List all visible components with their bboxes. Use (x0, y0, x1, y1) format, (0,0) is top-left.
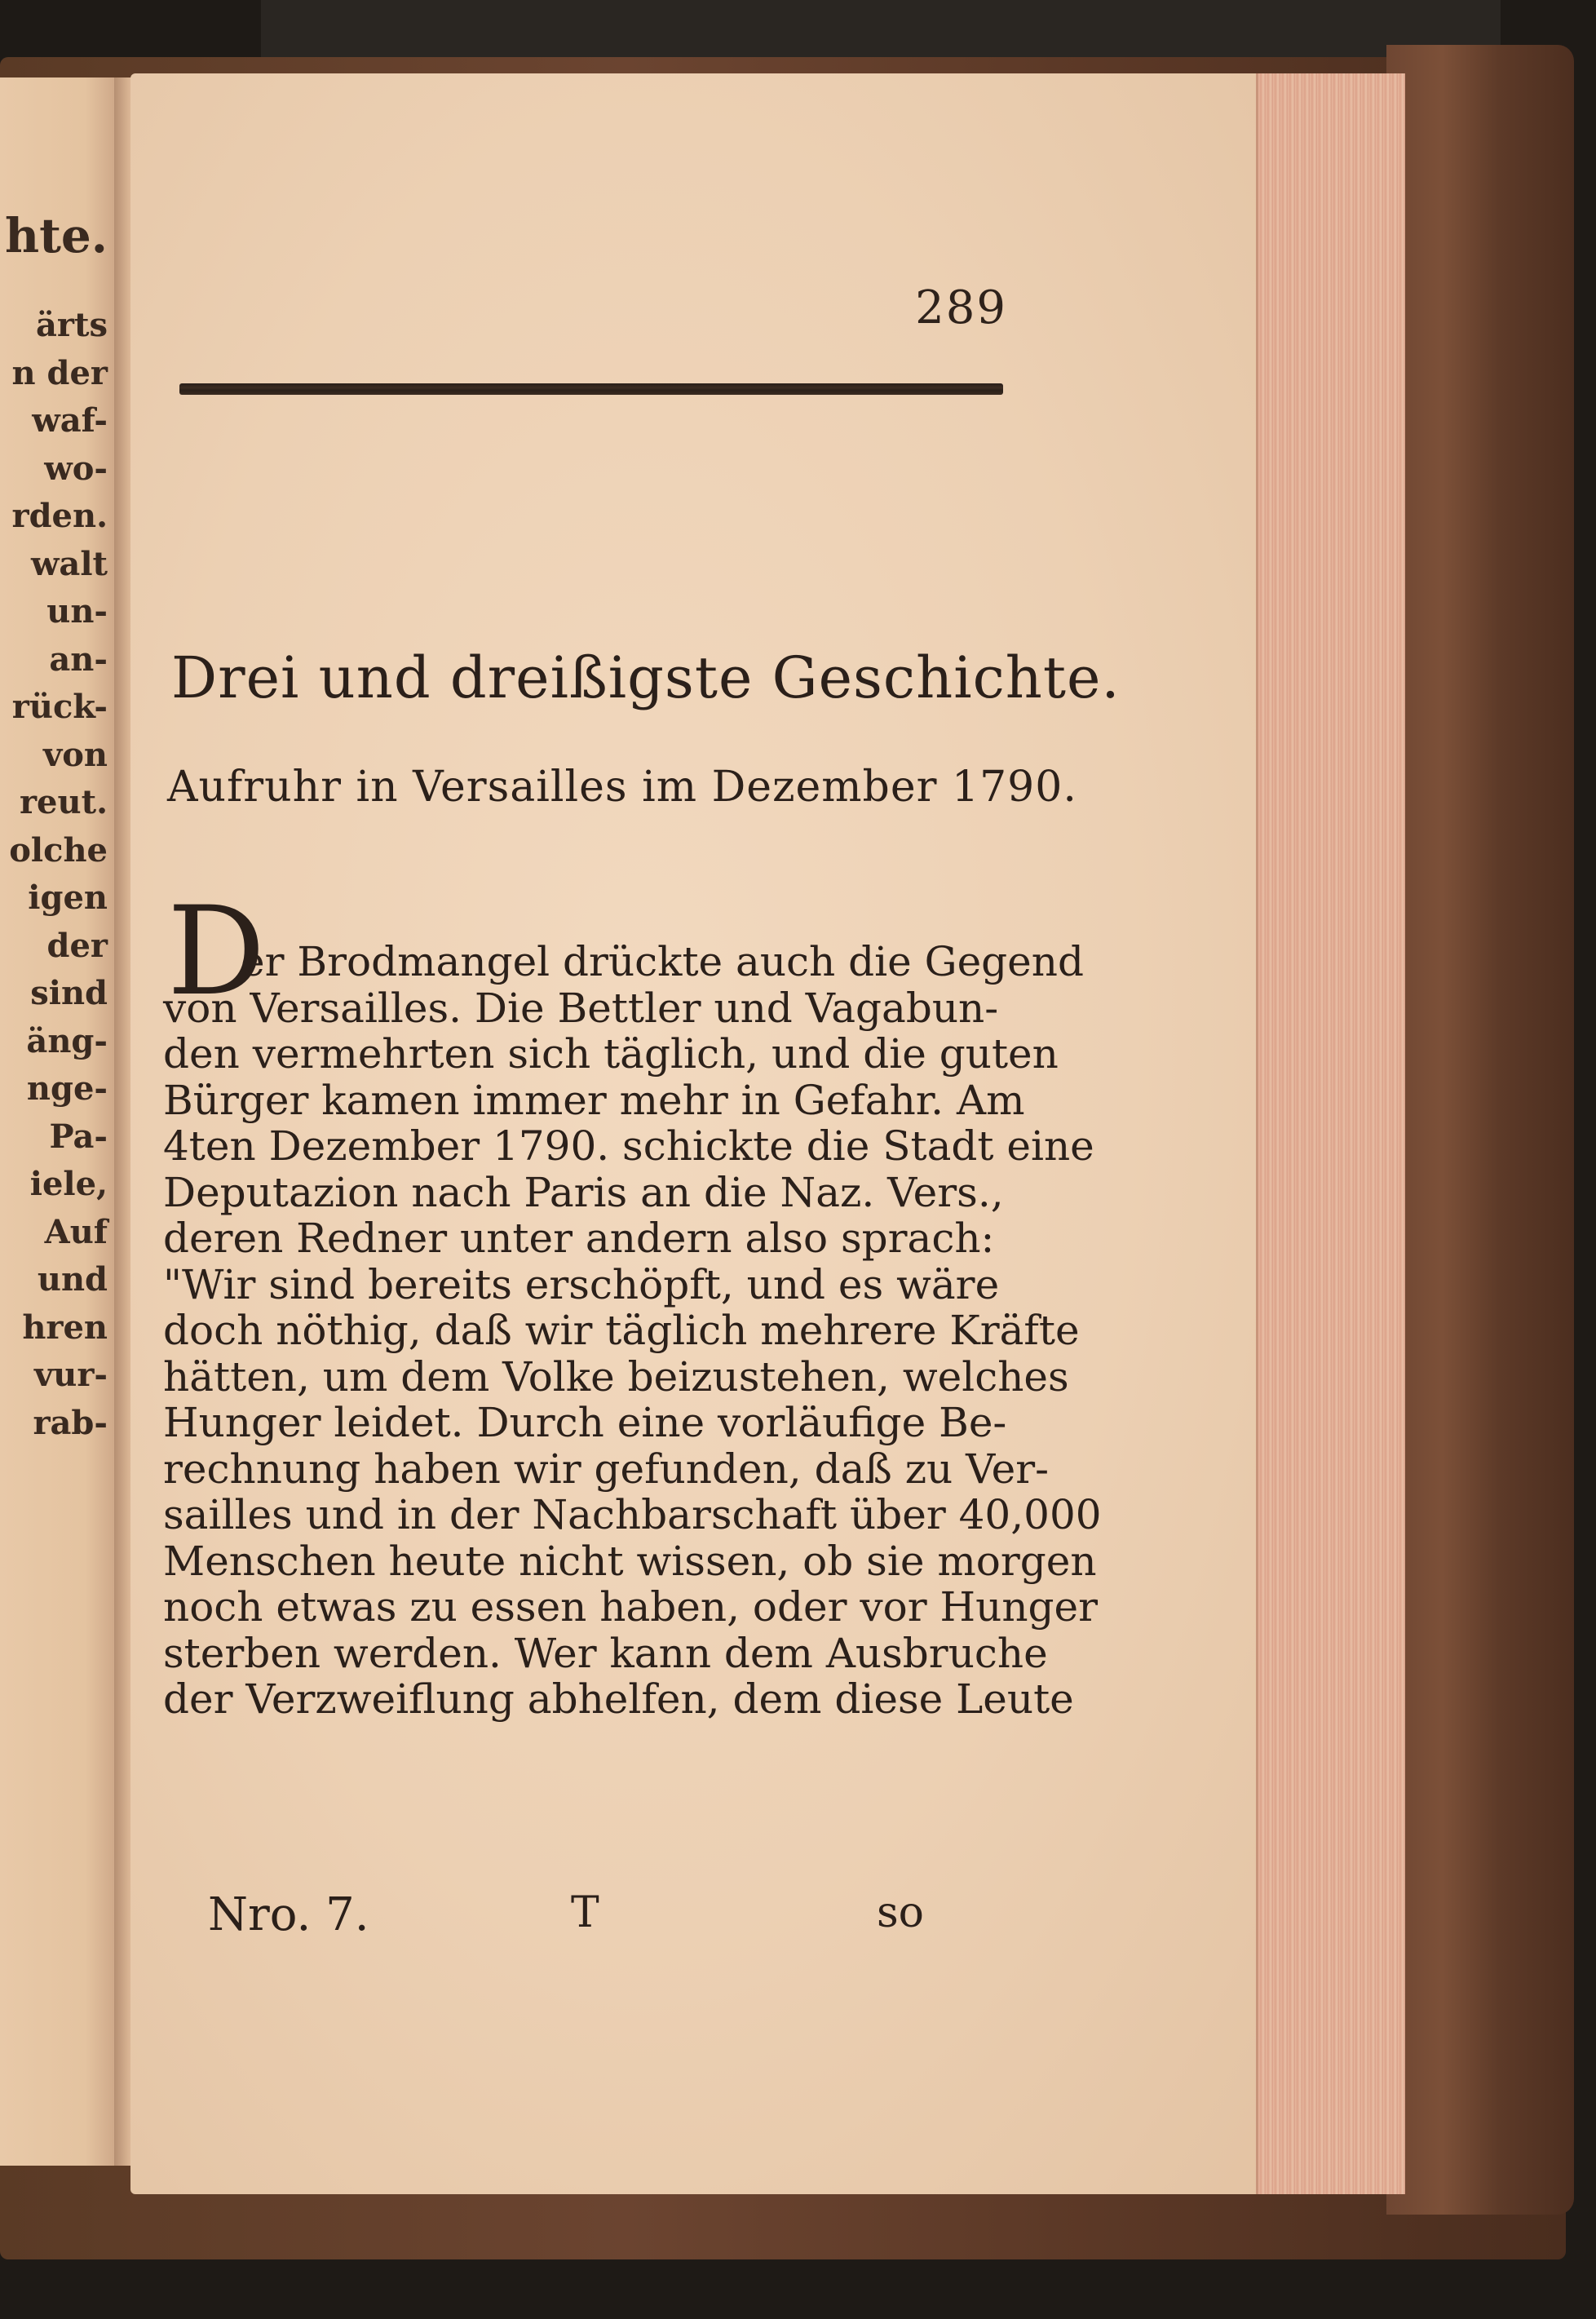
left-page (0, 77, 122, 2166)
body-line: den vermehrten sich täglich, und die guten (163, 1030, 1059, 1078)
left-page-line: an- (49, 639, 108, 679)
left-page-line: nge- (26, 1069, 108, 1108)
left-page-line: n der (11, 353, 108, 392)
body-line: hätten, um dem Volke beizustehen, welches (163, 1352, 1069, 1401)
body-line: Deputazion nach Paris an die Naz. Vers., (163, 1168, 1004, 1216)
body-line: Menschen heute nicht wissen, ob sie morgen (163, 1537, 1097, 1585)
body-line: er Brodmangel drückte auch die Gegend (241, 938, 1084, 985)
page-number: 289 (915, 281, 1007, 334)
body-line: sailles und in der Nachbarschaft über 40,000 (163, 1491, 1102, 1538)
body-line: doch nöthig, daß wir täglich mehrere Kräfte (163, 1307, 1080, 1354)
body-line: sterben werden. Wer kann dem Ausbruche (163, 1629, 1048, 1677)
left-page-line: rück- (11, 688, 108, 726)
body-line: "Wir sind bereits erschöpft, und es wäre (163, 1260, 1000, 1308)
signature-letter: T (571, 1888, 599, 1937)
left-page-line: wo- (44, 449, 108, 488)
body-line: Bürger kamen immer mehr in Gefahr. Am (163, 1076, 1025, 1124)
book-spine (1386, 45, 1574, 2215)
left-page-line: iele, (29, 1165, 108, 1203)
left-page-line: ärts (36, 306, 108, 344)
body-line: 4ten Dezember 1790. schickte die Stadt eine (163, 1122, 1094, 1170)
left-page-line: un- (46, 592, 108, 631)
left-page-line: Pa- (49, 1117, 108, 1156)
left-page-line: olche (9, 830, 108, 870)
page-edges (1256, 73, 1405, 2194)
catchword: so (877, 1888, 924, 1937)
left-page-line: waf- (32, 401, 108, 440)
drop-cap: D (167, 881, 266, 1023)
left-page-line: igen (28, 878, 108, 917)
body-line: deren Redner unter andern also sprach: (163, 1215, 995, 1262)
left-page-line: und (37, 1260, 108, 1299)
body-line: Hunger leidet. Durch eine vorläufige Be- (163, 1399, 1007, 1446)
left-page-line: hte. (4, 208, 108, 263)
header-rule (179, 383, 1003, 395)
chapter-subtitle: Aufruhr in Versailles im Dezember 1790. (167, 763, 1077, 812)
body-line: rechnung haben wir gefunden, daß zu Ver- (163, 1445, 1050, 1493)
left-page-line: rab- (33, 1403, 108, 1442)
body-line: von Versailles. Die Bettler und Vagabun- (163, 984, 999, 1032)
left-page-line: Auf (44, 1212, 108, 1251)
left-page-line: sind (30, 974, 108, 1012)
body-line: noch etwas zu essen haben, oder vor Hunger (163, 1583, 1099, 1631)
chapter-title: Drei und dreißigste Geschichte. (171, 644, 1121, 711)
left-page-line: der (46, 926, 108, 965)
signature-mark: Nro. 7. (208, 1888, 369, 1941)
left-page-line: rden. (11, 497, 108, 535)
body-line: der Verzweiflung abhelfen, dem diese Leute (163, 1675, 1074, 1723)
left-page-line: reut. (19, 783, 108, 821)
left-page-line: walt (30, 544, 108, 583)
left-page-line: von (42, 735, 108, 774)
left-page-line: äng- (26, 1021, 108, 1060)
left-page-line: vur- (34, 1356, 108, 1394)
left-page-line: hren (22, 1308, 108, 1347)
